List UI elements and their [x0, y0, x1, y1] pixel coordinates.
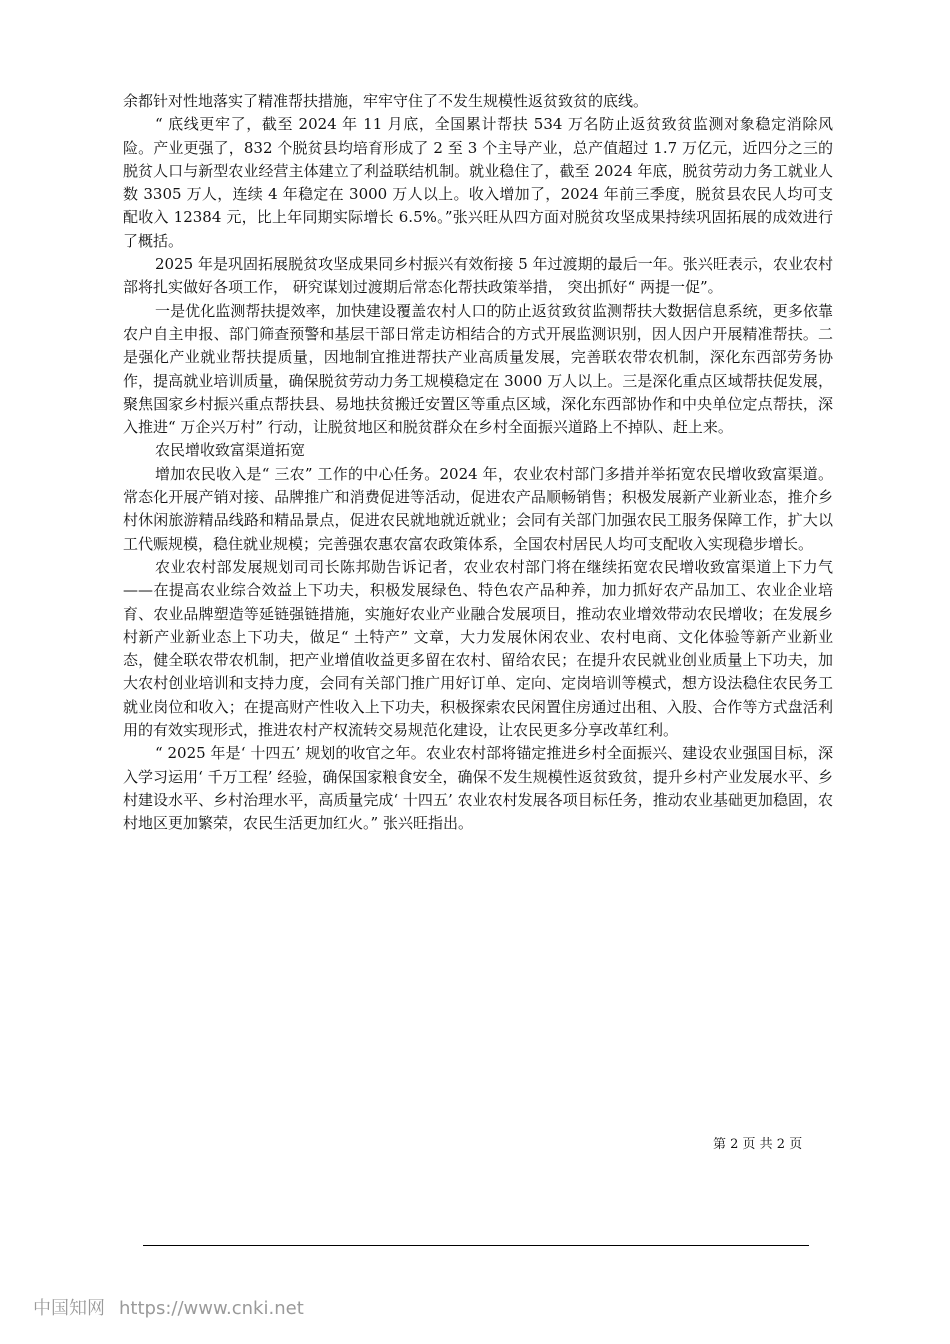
cnki-watermark — [33, 1294, 304, 1320]
section-subheading: 农民增收致富渠道拓宽 — [155, 441, 306, 460]
watermark-url: https://www.cnki.net — [119, 1298, 304, 1319]
paragraph: 余都针对性地落实了精准帮扶措施，牢牢守住了不发生规模性返贫致贫的底线。 — [123, 92, 649, 110]
paragraph: 2025 年是巩固拓展脱贫攻坚成果同乡村振兴有效衔接 5 年过渡期的最后一年。张兴旺表示，农业农村部将扎实做好各项工作， 研究谋划过渡期后常态化帮扶政策举措， 突出抓好“ 两提一促”。 — [123, 255, 833, 297]
paragraph: 增加农民收入是“ 三农” 工作的中心任务。2024 年，农业农村部门多措并举拓宽农民增收致富渠道。常态化开展产销对接、品牌推广和消费促进等活动，促进农产品顺畅销售；积极发展新产业新业态，推介乡村休闲旅游精品线路和精品景点，促进农民就地就近就业；会同有关部门加强农民工服务保障工作，扩大以工代赈规模，稳住就业规模；完善强农惠农富农政策体系，全国农村居民人均可支配收入实现稳步增长。 — [123, 464, 833, 553]
paragraph: 一是优化监测帮扶提效率，加快建设覆盖农村人口的防止返贫致贫监测帮扶大数据信息系统，更多依靠农户自主申报、部门筛查预警和基层干部日常走访相结合的方式开展监测识别，因人因户开展精准帮扶。二是强化产业就业帮扶提质量，因地制宜推进帮扶产业高质量发展，完善联农带农机制，深化东西部劳务协作，提高就业培训质量，确保脱贫劳动力务工规模稳定在 3000 万人以上。三是深化重点区域帮扶促发展，聚焦国家乡村振兴重点帮扶县、易地扶贫搬迁安置区等重点区域，深化东西部协作和中央单位定点帮扶，深入推进“ 万企兴万村” 行动，让脱贫地区和脱贫群众在乡村全面振兴道路上不掉队、赶上来。 — [123, 301, 833, 437]
watermark-brand: 中国知网 — [33, 1298, 105, 1319]
page-number: 第 2 页 共 2 页 — [713, 1137, 803, 1152]
paragraph: “ 2025 年是‘ 十四五’ 规划的收官之年。农业农村部将锚定推进乡村全面振兴、建设农业强国目标，深入学习运用‘ 千万工程’ 经验，确保国家粮食安全，确保不发生规模性返贫致贫，提升乡村产业发展水平、乡村建设水平、乡村治理水平，高质量完成‘ 十四五’ 农业农村发展各项目标任务，推动农业基础更加稳固，农村地区更加繁荣，农民生活更加红火。” 张兴旺指出。 — [123, 744, 833, 833]
paragraph: “ 底线更牢了，截至 2024 年 11 月底，全国累计帮扶 534 万名防止返贫致贫监测对象稳定消除风险。产业更强了，832 个脱贫县均培育形成了 2 至 3 个主导产业，总产值超过 1.7 万亿元，近四分之三的脱贫人口与新型农业经营主体建立了利益联结机制。就业稳住了，截至 2024 年底，脱贫劳动力务工就业人数 3305 万人，连续 4 年稳定在 3000 万人以上。收入增加了，2024 年前三季度，脱贫县农民人均可支配收入 12384 元，比上年同期实际增长 6.5%。”张兴旺从四方面对脱贫攻坚成果持续巩固拓展的成效进行了概括。 — [123, 115, 833, 250]
paragraph: 农业农村部发展规划司司长陈邦勋告诉记者，农业农村部门将在继续拓宽农民增收致富渠道上下力气——在提高农业综合效益上下功夫，积极发展绿色、特色农产品种养，加力抓好农产品加工、农业企业培育、农业品牌塑造等延链强链措施，实施好农业产业融合发展项目，推动农业增效带动农民增收；在发展乡村新产业新业态上下功夫，做足“ 土特产” 文章，大力发展休闲农业、农村电商、文化体验等新产业新业态，健全联农带农机制，把产业增值收益更多留在农村、留给农民；在提升农民就业创业质量上下功夫，加大农村创业培训和支持力度，会同有关部门推广用好订单、定向、定岗培训等模式，想方设法稳住农民务工就业岗位和收入；在提高财产性收入上下功夫，积极探索农民闲置住房通过出租、入股、合作等方式盘活利用的有效实现形式，推进农村产权流转交易规范化建设，让农民更多分享改革红利。 — [123, 557, 833, 740]
footer-divider — [143, 1245, 809, 1246]
article-body — [123, 90, 833, 836]
